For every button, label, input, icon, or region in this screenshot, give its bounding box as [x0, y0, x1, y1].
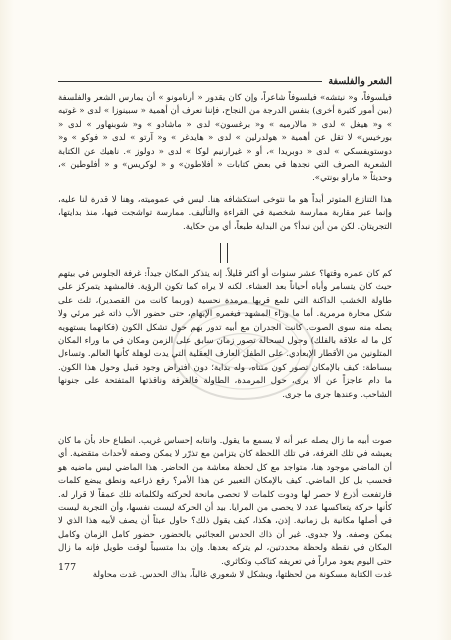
paragraph-tension [58, 194, 392, 234]
paragraph-poets-philosophers [58, 92, 392, 186]
page-number: 177 [58, 562, 77, 573]
running-header [58, 76, 392, 87]
paragraph-father-voice [58, 435, 392, 582]
paragraph-text: هذا التنازع المتوتر أبداً هو ما نتوخى استكشافه هنا. ليس في عموميته، وهنا لا قدرة لنا عليه، وإنما عبر مقاربة ممارسة شخصية في القراءة والتأليف. ممارسة تواشجت فيها، منذ بدايتها، التجريتان. لكن من أين نبدأ؟ من البداية طبعاً، أي من حكاية. [58, 195, 392, 232]
separator-line [227, 243, 228, 263]
section-separator [220, 243, 228, 263]
paragraph-text: فيلسوفاً، و« نيتشه» فيلسوفاً شاعراً، وإن كان يقدور « أرنامونو » أن يمارس الشعر والفلسفة (بين أمور كثيرة أخرى) بنفس الدرجة من النجاح، فإننا نعرف أن أهمية « سبينوزا » لدى « غوتيه » و« هيغل » لدى « مالارميه » و« برغسون» لدى « ماشادو » و« شوبنهاور » لدى « بورخيس» لا تقل عن أهمية « هولدرلين » لدى « هايدغر » و« آرتو » لدى « فوكو » و« دوستويفسكي » لدى « دوبريدا »، أو « غيرارنيم لوكا » لدى « دولوز ». ناهيك عن الكتابة الشعرية الصرف التي نجدها في بعض كتابات « أفلاطون» و « لوكريس» و « أفلوطين »، وحديثاً « ماراو بونتي». [58, 93, 392, 184]
separator-line [220, 243, 221, 263]
running-title: الشعر والفلسفة [328, 76, 392, 87]
header-rule [58, 81, 322, 82]
paragraph-text: صوت أبيه ما زال يصله عبر أنه لا يسمع ما يقول. وانتابه إحساس غريب. انطباع حاد بأن ما كان يعيشه في تلك الغرفة، في تلك اللحظة كان يتزامن مع تذرّر لا يمكن وصفه لأحداث متقضية. أي أن الماضي موجود هنا، متواجد مع كل لحظة معاشة من الحاضر. هذا الماضي ليس ماضيه هو فحسب بل كل الماضي. كيف بالإمكان التعبير عن هذا الأمر؟ رفع ذراعيه ونطق يبضع كلمات فارتفعت أذرع لا حصر لها ودوت كلمات لا تحصى مانحة لحركته ولكلماته تلك عمقاً لا قرار له. كأنها حركة يتعاكسها عدد لا يحصى من المرايا. بيد أن الحركة ليست نفسها، وأن التجربة ليست في أصلها مكانية بل زمانية. إذن، هكذا، كيف يقول ذلك؟ حاول عبثاً أن يصف لأبيه هذا الذي لا يمكن وصفه. ولا جدوى. غير أن ذاك الحدس العجائبي بالحضور، حضور كامل الزمان وكامل المكان في نقطة ولحظة محددتين، لم يتركه بعدها. وإن بدا متسيباً لوقت طويل فإنه ما زال حتى اليوم يعود مراراً في تعريفه كتاكب وتكاثري. [58, 436, 392, 567]
paragraph-childhood-memory [58, 268, 392, 402]
paragraph-text: كم كان عمره وقتها؟ عشر سنوات أو أكثر قليلاً. إنه يتذكر المكان جيداً: غرفة الجلوس في بيتهم حيث كان يتسامر وأباه أحياناً بعد العشاء. لكنه لا يراه كما تكون الرؤية. فالمشهد يتمركز على طاولة الخشب الداكنة التي تلمع قربها مرمدة نحسية (وربما كانت من القصدير)، ثلث على شكل محارة مرمرية. أما ما وراء المشهد فيغمره الإبهام، حتى حضور الأب ذاته غير مرئي ولا يصله منه سوى الصوت. كانت الجدران مع أبيه تدور بهم حول تشكل الكون (فكانهما يستهويه كل ما له علاقة بالفلك) وحول لسحالة تصور زمان سابق على الزمن ومكان في ما وراء المكان المتلونين من الأقطار الإبعادي. على الطفل العارف العقلية التي يدت لوهلة كأنها العالم. وتساءل ببساطة: كيف بالإمكان تصور كون متناه، وله بداية؛ دون افتراض وجود قبيل وحول هذا الكون. ما دام عاجزاً عن ألا يرى، حول المرمدة، الطاولة فالغرفة وناقذتها المتفتحة على جنونها الشاحب. وعندها جرى ما جرى. [58, 269, 392, 400]
paragraph-text: غدت الكتابة مسكونة من لحظتها، ويشكل لا شعوري غالباً، بذاك الحدس. غدت محاولة [92, 570, 392, 581]
